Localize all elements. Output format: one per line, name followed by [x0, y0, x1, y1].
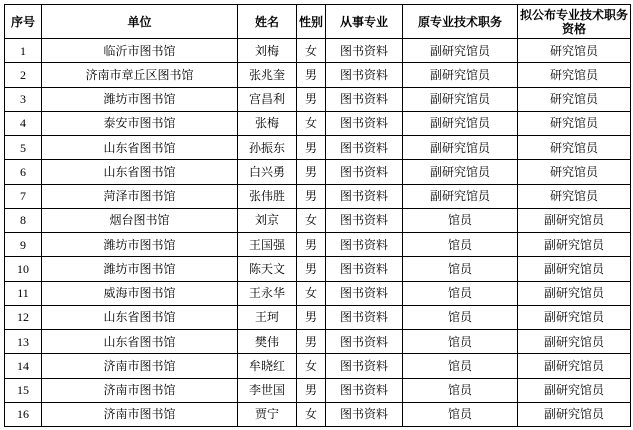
cell-name: 刘京 [238, 208, 297, 232]
cell-proposed-title: 研究馆员 [518, 39, 631, 63]
cell-name: 贾宁 [238, 402, 297, 426]
cell-unit: 济南市图书馆 [42, 402, 238, 426]
cell-specialty: 图书资料 [326, 233, 403, 257]
cell-original-title: 馆员 [403, 354, 518, 378]
cell-unit: 济南市图书馆 [42, 354, 238, 378]
table-row [5, 233, 631, 257]
cell-proposed-title: 研究馆员 [518, 160, 631, 184]
header-row [5, 5, 631, 39]
cell-specialty: 图书资料 [326, 111, 403, 135]
cell-proposed-title: 副研究馆员 [518, 281, 631, 305]
cell-gender: 男 [297, 63, 326, 87]
cell-specialty: 图书资料 [326, 184, 403, 208]
cell-gender: 女 [297, 111, 326, 135]
cell-unit: 山东省图书馆 [42, 160, 238, 184]
cell-gender: 男 [297, 184, 326, 208]
cell-proposed-title: 研究馆员 [518, 184, 631, 208]
table-row [5, 184, 631, 208]
cell-original-title: 馆员 [403, 402, 518, 426]
cell-original-title: 副研究馆员 [403, 136, 518, 160]
cell-unit: 潍坊市图书馆 [42, 233, 238, 257]
table-row [5, 63, 631, 87]
table-row [5, 402, 631, 426]
table-row [5, 39, 631, 63]
cell-specialty: 图书资料 [326, 39, 403, 63]
cell-gender: 女 [297, 354, 326, 378]
cell-original-title: 馆员 [403, 257, 518, 281]
cell-proposed-title: 副研究馆员 [518, 305, 631, 329]
cell-serial: 9 [5, 233, 42, 257]
cell-serial: 4 [5, 111, 42, 135]
cell-unit: 临沂市图书馆 [42, 39, 238, 63]
cell-serial: 16 [5, 402, 42, 426]
cell-original-title: 副研究馆员 [403, 160, 518, 184]
table-row [5, 160, 631, 184]
cell-name: 王国强 [238, 233, 297, 257]
cell-specialty: 图书资料 [326, 257, 403, 281]
cell-unit: 泰安市图书馆 [42, 111, 238, 135]
cell-original-title: 馆员 [403, 378, 518, 402]
cell-name: 白兴勇 [238, 160, 297, 184]
cell-unit: 烟台图书馆 [42, 208, 238, 232]
cell-specialty: 图书资料 [326, 160, 403, 184]
cell-proposed-title: 副研究馆员 [518, 330, 631, 354]
cell-specialty: 图书资料 [326, 330, 403, 354]
table-body [5, 39, 631, 427]
cell-gender: 男 [297, 233, 326, 257]
cell-proposed-title: 副研究馆员 [518, 233, 631, 257]
cell-unit: 山东省图书馆 [42, 305, 238, 329]
cell-specialty: 图书资料 [326, 281, 403, 305]
cell-serial: 5 [5, 136, 42, 160]
cell-name: 李世国 [238, 378, 297, 402]
cell-gender: 男 [297, 305, 326, 329]
cell-specialty: 图书资料 [326, 87, 403, 111]
cell-unit: 潍坊市图书馆 [42, 87, 238, 111]
table-row [5, 305, 631, 329]
table-row [5, 208, 631, 232]
cell-specialty: 图书资料 [326, 378, 403, 402]
cell-name: 张伟胜 [238, 184, 297, 208]
table-row [5, 257, 631, 281]
cell-gender: 男 [297, 257, 326, 281]
header-unit: 单位 [42, 5, 238, 39]
cell-name: 张梅 [238, 111, 297, 135]
cell-serial: 15 [5, 378, 42, 402]
cell-unit: 济南市章丘区图书馆 [42, 63, 238, 87]
cell-name: 王永华 [238, 281, 297, 305]
cell-unit: 济南市图书馆 [42, 378, 238, 402]
cell-proposed-title: 副研究馆员 [518, 354, 631, 378]
header-specialty: 从事专业 [326, 5, 403, 39]
cell-specialty: 图书资料 [326, 63, 403, 87]
cell-serial: 8 [5, 208, 42, 232]
table-row [5, 354, 631, 378]
cell-gender: 男 [297, 87, 326, 111]
cell-proposed-title: 研究馆员 [518, 87, 631, 111]
header-proposed-title: 拟公布专业技术职务资格 [518, 5, 631, 39]
cell-gender: 男 [297, 136, 326, 160]
table-row [5, 136, 631, 160]
cell-original-title: 馆员 [403, 233, 518, 257]
table-row [5, 87, 631, 111]
cell-serial: 12 [5, 305, 42, 329]
cell-serial: 11 [5, 281, 42, 305]
cell-original-title: 副研究馆员 [403, 87, 518, 111]
cell-original-title: 馆员 [403, 330, 518, 354]
table-row [5, 281, 631, 305]
cell-original-title: 副研究馆员 [403, 184, 518, 208]
cell-name: 孙振东 [238, 136, 297, 160]
cell-name: 刘梅 [238, 39, 297, 63]
table-row [5, 111, 631, 135]
cell-name: 宫昌利 [238, 87, 297, 111]
cell-gender: 女 [297, 281, 326, 305]
cell-serial: 2 [5, 63, 42, 87]
cell-proposed-title: 研究馆员 [518, 111, 631, 135]
cell-original-title: 副研究馆员 [403, 63, 518, 87]
cell-unit: 山东省图书馆 [42, 136, 238, 160]
cell-specialty: 图书资料 [326, 208, 403, 232]
cell-name: 牟晓红 [238, 354, 297, 378]
cell-proposed-title: 副研究馆员 [518, 402, 631, 426]
cell-gender: 男 [297, 160, 326, 184]
cell-gender: 女 [297, 402, 326, 426]
cell-specialty: 图书资料 [326, 305, 403, 329]
cell-proposed-title: 研究馆员 [518, 136, 631, 160]
cell-unit: 菏泽市图书馆 [42, 184, 238, 208]
title-qualification-table [4, 4, 631, 427]
header-serial: 序号 [5, 5, 42, 39]
cell-name: 陈天文 [238, 257, 297, 281]
cell-original-title: 馆员 [403, 208, 518, 232]
cell-serial: 3 [5, 87, 42, 111]
cell-gender: 男 [297, 378, 326, 402]
cell-serial: 13 [5, 330, 42, 354]
cell-original-title: 馆员 [403, 281, 518, 305]
cell-serial: 10 [5, 257, 42, 281]
cell-gender: 女 [297, 208, 326, 232]
cell-name: 张兆奎 [238, 63, 297, 87]
header-original-title: 原专业技术职务 [403, 5, 518, 39]
cell-proposed-title: 副研究馆员 [518, 378, 631, 402]
cell-unit: 威海市图书馆 [42, 281, 238, 305]
cell-proposed-title: 副研究馆员 [518, 208, 631, 232]
header-gender: 性别 [297, 5, 326, 39]
cell-original-title: 馆员 [403, 305, 518, 329]
cell-gender: 男 [297, 330, 326, 354]
cell-proposed-title: 研究馆员 [518, 63, 631, 87]
cell-unit: 山东省图书馆 [42, 330, 238, 354]
cell-specialty: 图书资料 [326, 402, 403, 426]
cell-name: 樊伟 [238, 330, 297, 354]
table-row [5, 378, 631, 402]
cell-serial: 6 [5, 160, 42, 184]
cell-name: 王珂 [238, 305, 297, 329]
cell-original-title: 副研究馆员 [403, 111, 518, 135]
table-row [5, 330, 631, 354]
header-name: 姓名 [238, 5, 297, 39]
cell-serial: 1 [5, 39, 42, 63]
cell-proposed-title: 副研究馆员 [518, 257, 631, 281]
cell-gender: 女 [297, 39, 326, 63]
cell-original-title: 副研究馆员 [403, 39, 518, 63]
cell-unit: 潍坊市图书馆 [42, 257, 238, 281]
cell-serial: 7 [5, 184, 42, 208]
cell-serial: 14 [5, 354, 42, 378]
cell-specialty: 图书资料 [326, 354, 403, 378]
cell-specialty: 图书资料 [326, 136, 403, 160]
